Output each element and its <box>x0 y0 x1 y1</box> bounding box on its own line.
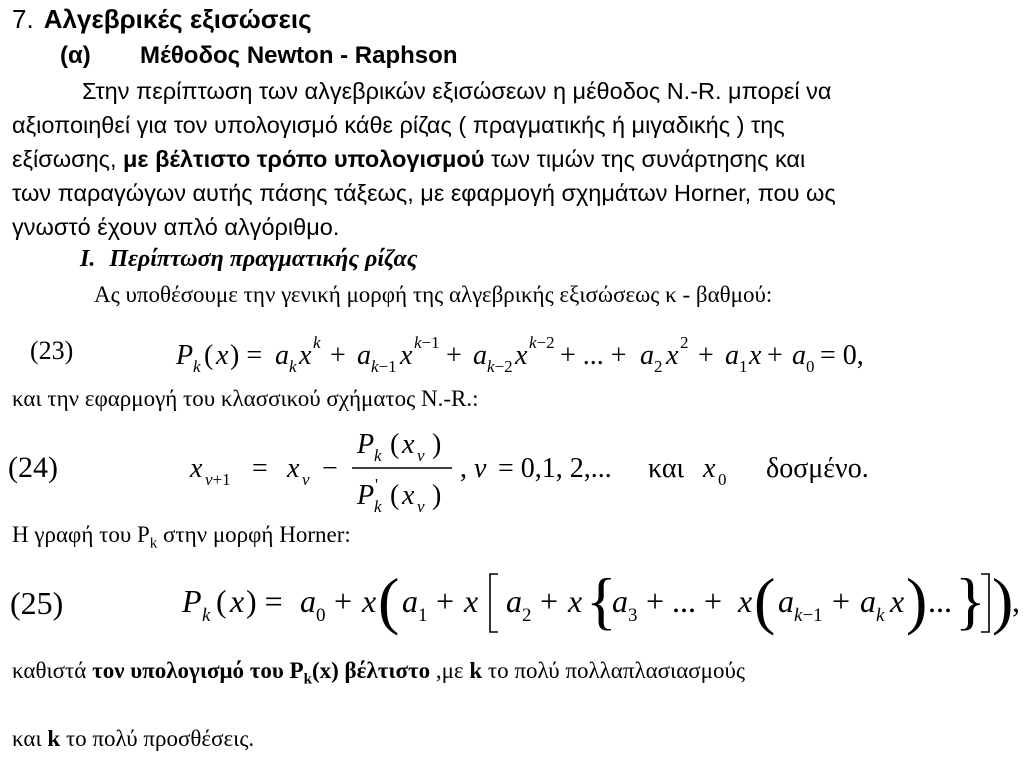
svg-text:}: } <box>955 565 986 636</box>
conclusion-emphasis: τον υπολογισμό του P <box>92 658 304 683</box>
svg-text:a: a <box>778 583 794 619</box>
svg-text:(: ( <box>216 583 227 619</box>
svg-text:2: 2 <box>522 605 532 626</box>
svg-text:a: a <box>612 583 628 619</box>
svg-text:P: P <box>182 583 202 619</box>
equation-25 <box>0 560 1024 650</box>
svg-text:,: , <box>460 453 467 484</box>
svg-text:ν: ν <box>417 446 425 465</box>
conclusion-emphasis-sub: k <box>303 671 312 688</box>
svg-text:a: a <box>473 340 487 371</box>
svg-text:P: P <box>357 429 375 460</box>
svg-text:x: x <box>402 480 415 511</box>
svg-text:1: 1 <box>418 605 428 626</box>
svg-text:+ ... +: + ... + <box>646 583 723 619</box>
bracket-open <box>490 574 498 632</box>
svg-text:a: a <box>357 340 371 371</box>
svg-text:x: x <box>230 583 245 619</box>
svg-text:ν+1: ν+1 <box>205 470 231 489</box>
svg-text:a: a <box>402 583 418 619</box>
svg-text:): ) <box>992 565 1014 636</box>
svg-text:x: x <box>464 583 479 619</box>
svg-text:...: ... <box>928 583 952 619</box>
svg-text:a: a <box>506 583 522 619</box>
svg-text:+: + <box>436 583 455 619</box>
paragraph-text: των τιμών της συνάρτησης και <box>484 146 806 172</box>
svg-text:= 0,: = 0, <box>820 340 864 371</box>
paragraph-line: αξιοποιηθεί για τον υπολογισμό κάθε ρίζας ( πραγματικής ή μιγαδικής ) της <box>12 112 785 138</box>
svg-text:x: x <box>216 340 229 371</box>
svg-text:+ ... +: + ... + <box>560 340 627 371</box>
svg-text:+: + <box>540 583 559 619</box>
svg-text:x: x <box>400 340 413 371</box>
paragraph-text: εξίσωσης, <box>12 146 124 172</box>
svg-text:+: + <box>330 340 346 371</box>
svg-text:a: a <box>792 340 806 371</box>
svg-text:k: k <box>202 605 211 626</box>
section-number: 7. <box>12 4 34 34</box>
svg-text:+: + <box>334 583 353 619</box>
paragraph-line: Στην περίπτωση των αλγεβρικών εξισώσεων η μέθοδος Ν.-R. μπορεί να <box>82 78 832 104</box>
svg-text:): ) <box>432 480 442 511</box>
horner-intro <box>12 522 351 553</box>
svg-text:0: 0 <box>806 357 815 376</box>
svg-text:0: 0 <box>316 605 326 626</box>
svg-text:3: 3 <box>628 605 638 626</box>
svg-text:{: { <box>586 565 617 636</box>
svg-text:k: k <box>313 333 321 352</box>
svg-text:x: x <box>287 453 300 484</box>
conclusion-text: καθιστά <box>12 658 93 683</box>
subsection-title: Μέθοδος Newton - Raphson <box>140 42 458 69</box>
svg-text:x: x <box>362 583 377 619</box>
section-title: Αλγεβρικές εξισώσεις <box>43 4 312 34</box>
svg-text:': ' <box>375 475 379 494</box>
svg-text:k: k <box>876 605 885 626</box>
svg-text:(: ( <box>390 480 400 511</box>
conclusion-line-2 <box>12 726 254 752</box>
svg-text:x: x <box>890 583 905 619</box>
conclusion-text: και <box>12 726 48 751</box>
svg-text:=: = <box>252 453 268 484</box>
equation-23 <box>0 320 1024 380</box>
svg-text:): ) <box>906 565 928 636</box>
svg-text:P: P <box>176 340 194 371</box>
svg-text:+: + <box>832 583 851 619</box>
svg-text:x: x <box>749 340 762 371</box>
case-title: Περίπτωση πραγματικής ρίζας <box>109 246 418 272</box>
svg-text:a: a <box>640 340 654 371</box>
after-equation-text: και την εφαρμογή του κλασσικού σχήματος Ν.-R.: <box>12 386 479 411</box>
subsection-label: (α) <box>60 42 91 69</box>
svg-text:x: x <box>666 340 679 371</box>
svg-text:+: + <box>698 340 714 371</box>
equation-label-23: (23) <box>30 336 74 365</box>
paragraph-emphasis: με βέλτιστο τρόπο υπολογισμού <box>123 146 485 172</box>
svg-text:P: P <box>357 480 375 511</box>
svg-text:k: k <box>193 357 201 376</box>
case-heading <box>80 246 417 273</box>
svg-text:(: ( <box>378 565 400 636</box>
svg-text:k: k <box>374 446 382 465</box>
svg-text:+: + <box>446 340 462 371</box>
svg-text:(: ( <box>204 340 214 371</box>
svg-text:k: k <box>289 357 297 376</box>
section-heading <box>12 4 312 35</box>
case-number: I. <box>80 246 96 272</box>
horner-intro-text: στην μορφή Horner: <box>157 522 351 547</box>
svg-text:,: , <box>1012 583 1020 619</box>
svg-text:= 0,1, 2,...: = 0,1, 2,... <box>498 453 612 484</box>
svg-text:x: x <box>515 340 528 371</box>
eq24-and: και <box>648 453 685 484</box>
svg-text:k−1: k−1 <box>794 605 823 626</box>
svg-text:ν: ν <box>417 497 425 516</box>
svg-text:0: 0 <box>718 470 727 489</box>
svg-text:k−2: k−2 <box>529 333 555 352</box>
subsection-heading <box>60 42 457 70</box>
svg-text:2: 2 <box>654 357 663 376</box>
intro-text: Ας υποθέσουμε την γενική μορφή της αλγεβρικής εξισώσεως κ - βαθμού: <box>94 282 773 307</box>
svg-text:k−1: k−1 <box>414 333 440 352</box>
svg-text:(: ( <box>390 429 400 460</box>
svg-text:x: x <box>402 429 415 460</box>
conclusion-text: το πολύ προσθέσεις. <box>60 726 255 751</box>
svg-text:a: a <box>725 340 739 371</box>
svg-text:ν: ν <box>302 470 310 489</box>
svg-text:) =: ) = <box>230 340 263 371</box>
eq24-given: δοσμένο. <box>766 453 869 484</box>
svg-text:(: ( <box>754 565 776 636</box>
intro-paragraph <box>12 74 836 244</box>
svg-text:): ) <box>432 429 442 460</box>
svg-text:k−1: k−1 <box>371 357 397 376</box>
svg-text:+: + <box>767 340 783 371</box>
conclusion-k: k <box>47 726 61 751</box>
svg-text:x: x <box>703 453 716 484</box>
svg-text:k−2: k−2 <box>487 357 513 376</box>
conclusion-text: το πολύ πολλαπλασιασμούς <box>482 658 746 683</box>
conclusion-emphasis: (x) βέλτιστο <box>311 658 431 683</box>
horner-intro-text: Η γραφή του P <box>12 522 150 547</box>
svg-text:x: x <box>190 453 203 484</box>
svg-text:x: x <box>738 583 753 619</box>
svg-text:x: x <box>299 340 312 371</box>
svg-text:ν: ν <box>474 453 487 484</box>
svg-text:) =: ) = <box>246 583 283 619</box>
paragraph-line: γνωστό έχουν απλό αλγόριθμο. <box>12 214 340 240</box>
svg-text:a: a <box>860 583 876 619</box>
svg-text:x: x <box>568 583 583 619</box>
equation-label-25: (25) <box>10 585 64 621</box>
svg-text:a: a <box>300 583 316 619</box>
paragraph-line: των παραγώγων αυτής πάσης τάξεως, με εφαρμογή σχημάτων Horner, που ως <box>12 180 836 206</box>
conclusion-line <box>12 658 745 689</box>
svg-text:−: − <box>322 453 338 484</box>
conclusion-text: ,με <box>430 658 470 683</box>
conclusion-k: k <box>469 658 483 683</box>
equation-label-24: (24) <box>8 451 58 484</box>
svg-text:2: 2 <box>680 333 689 352</box>
horner-intro-sub: k <box>149 535 158 552</box>
svg-text:k: k <box>374 497 382 516</box>
svg-text:a: a <box>275 340 289 371</box>
paragraph-line <box>12 142 836 176</box>
equation-24 <box>0 420 1024 520</box>
svg-text:1: 1 <box>739 357 748 376</box>
